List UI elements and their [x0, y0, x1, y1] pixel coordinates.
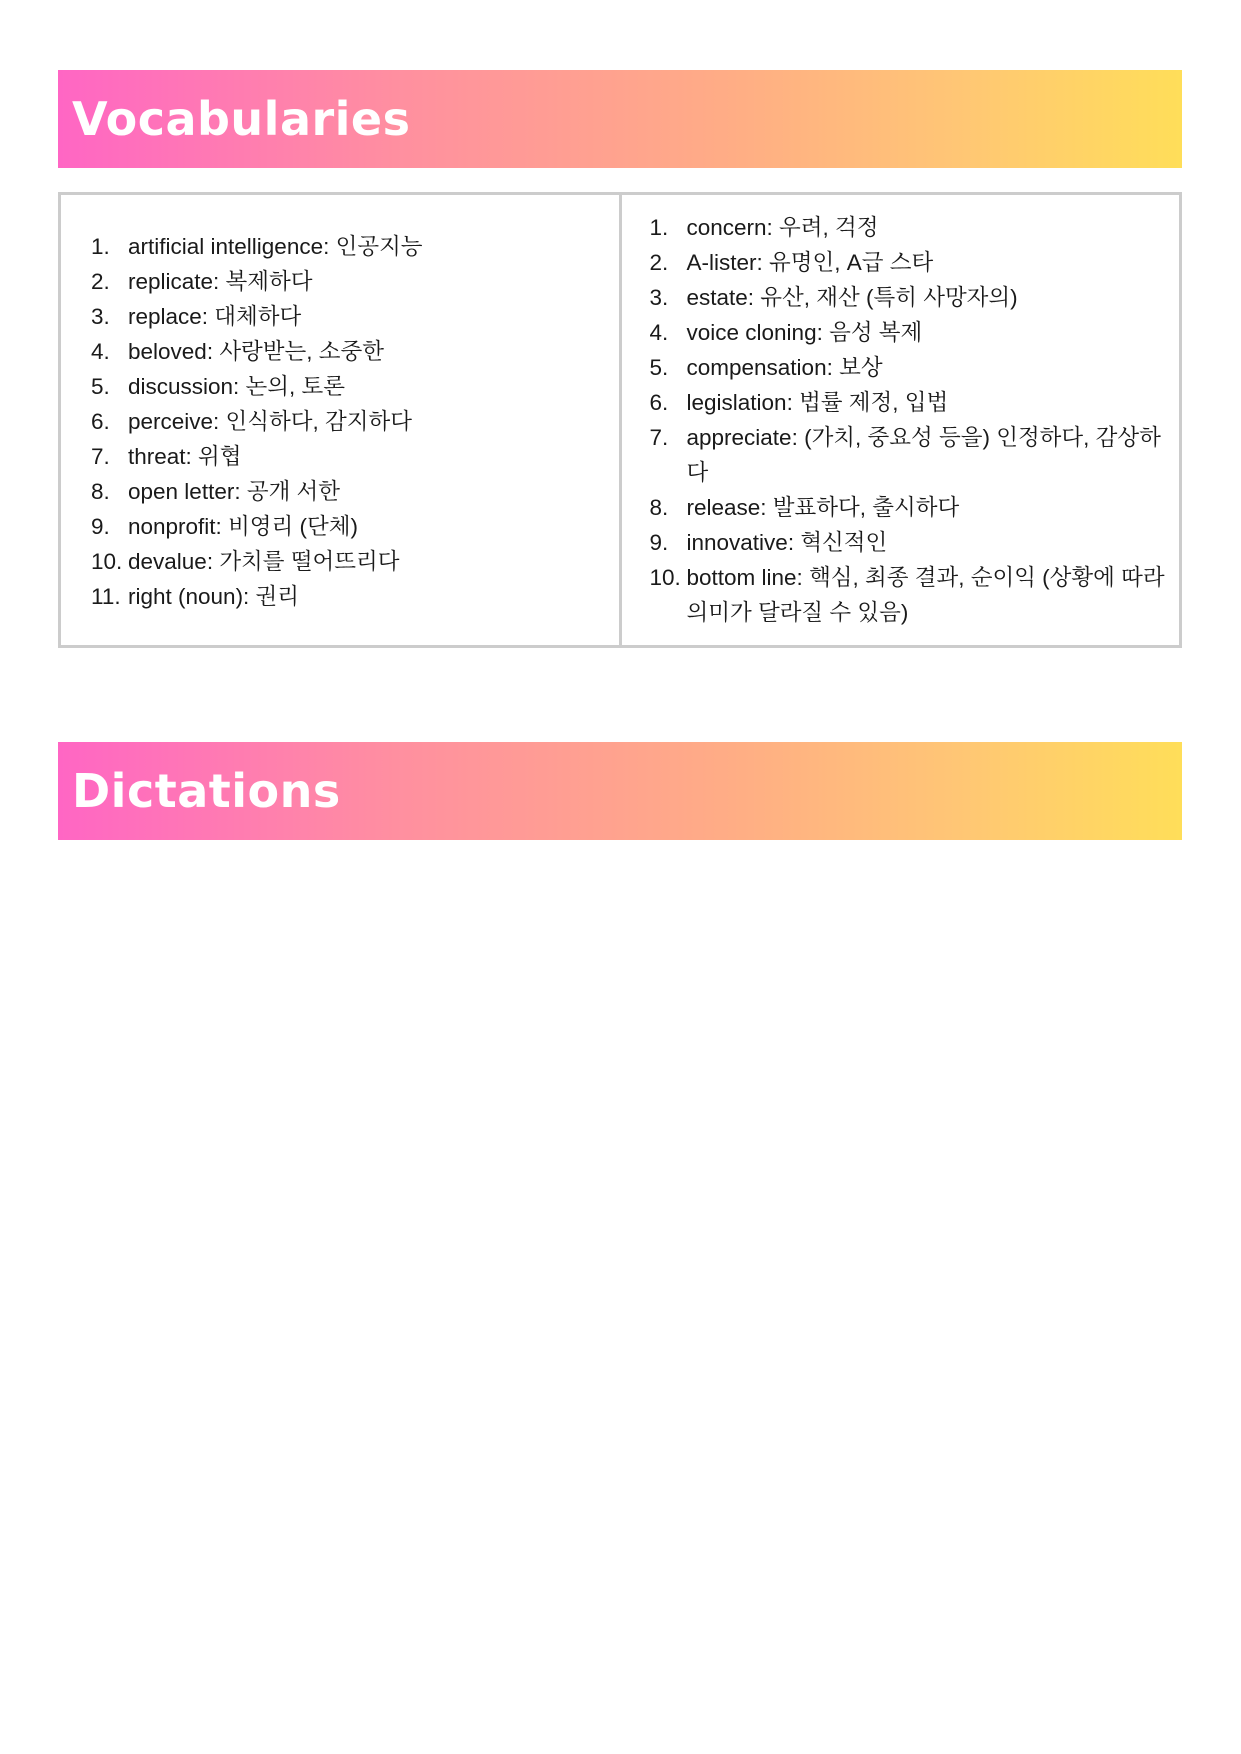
vocabulary-item-text: appreciate: (가치, 중요성 등을) 인정하다, 감상하다 — [686, 425, 1161, 485]
vocabulary-item-text: perceive: 인식하다, 감지하다 — [128, 409, 412, 434]
vocabulary-item — [650, 560, 1166, 630]
vocabulary-item-number: 11. — [91, 584, 121, 609]
vocabulary-item-text: A-lister: 유명인, A급 스타 — [686, 250, 934, 275]
vocabulary-item — [650, 280, 1166, 315]
vocabulary-item — [91, 264, 609, 299]
vocabulary-item-text: estate: 유산, 재산 (특히 사망자의) — [686, 285, 1018, 310]
vocabularies-title: Vocabularies — [72, 92, 411, 146]
vocabulary-item-number: 3. — [91, 304, 110, 329]
dictations-title: Dictations — [72, 764, 341, 818]
vocabulary-item-text: replicate: 복제하다 — [128, 269, 313, 294]
vocabulary-item — [650, 245, 1166, 280]
vocabulary-item-text: nonprofit: 비영리 (단체) — [128, 514, 358, 539]
vocabulary-item-text: voice cloning: 음성 복제 — [686, 320, 923, 345]
vocabulary-item-text: legislation: 법률 제정, 입법 — [686, 390, 949, 415]
vocabulary-item-text: right (noun): 권리 — [128, 584, 300, 609]
vocabulary-item-text: threat: 위협 — [128, 444, 242, 469]
vocabulary-item-number: 9. — [91, 514, 110, 539]
vocabulary-table — [58, 192, 1182, 648]
vocabulary-item-text: bottom line: 핵심, 최종 결과, 순이익 (상황에 따라 의미가 달라질 수 있음) — [686, 565, 1165, 625]
vocabulary-item — [91, 334, 609, 369]
vocabulary-item-number: 7. — [91, 444, 110, 469]
vocabulary-item-number: 9. — [649, 530, 669, 555]
vocabulary-item-text: devalue: 가치를 떨어뜨리다 — [128, 549, 400, 574]
vocabulary-item — [91, 369, 609, 404]
vocabulary-item-number: 6. — [649, 390, 669, 415]
vocabulary-item-number: 2. — [91, 269, 110, 294]
vocabulary-item — [650, 350, 1166, 385]
vocabulary-item — [650, 490, 1166, 525]
vocabulary-item — [91, 544, 609, 579]
vocabulary-item-text: open letter: 공개 서한 — [128, 479, 341, 504]
vocabulary-item-number: 1. — [91, 234, 110, 259]
vocabulary-item-text: compensation: 보상 — [686, 355, 883, 380]
vocabulary-item — [91, 439, 609, 474]
vocabulary-item-number: 8. — [91, 479, 110, 504]
vocabulary-item — [91, 229, 609, 264]
vocabulary-item-number: 3. — [649, 285, 669, 310]
vocabulary-item — [650, 525, 1166, 560]
vocabulary-item-number: 5. — [91, 374, 110, 399]
vocabulary-item-number: 10. — [91, 549, 123, 574]
vocabulary-item-number: 7. — [649, 425, 669, 450]
vocabulary-item-text: innovative: 혁신적인 — [686, 530, 888, 555]
vocabulary-item — [91, 474, 609, 509]
vocabulary-column-left — [61, 195, 622, 645]
vocabulary-item — [91, 299, 609, 334]
vocabulary-item-text: release: 발표하다, 출시하다 — [686, 495, 960, 520]
vocabulary-item-number: 4. — [649, 320, 669, 345]
vocabulary-item-number: 1. — [649, 215, 669, 240]
vocabulary-column-right — [622, 195, 1180, 645]
dictations-header — [58, 742, 1182, 840]
vocabulary-item — [91, 579, 609, 614]
vocabulary-item-text: artificial intelligence: 인공지능 — [128, 234, 423, 259]
vocabulary-item-text: concern: 우려, 걱정 — [686, 215, 879, 240]
vocabulary-item-text: discussion: 논의, 토론 — [128, 374, 345, 399]
vocabulary-item — [91, 404, 609, 439]
vocabulary-item-number: 4. — [91, 339, 110, 364]
vocabulary-item — [650, 315, 1166, 350]
vocabularies-header — [58, 70, 1182, 168]
vocabulary-list-right — [650, 210, 1166, 630]
vocabulary-item — [650, 385, 1166, 420]
vocabulary-item-number: 10. — [649, 565, 681, 590]
vocabulary-item-number: 8. — [649, 495, 669, 520]
vocabulary-item — [91, 509, 609, 544]
vocabulary-item-number: 5. — [649, 355, 669, 380]
vocabulary-item-text: beloved: 사랑받는, 소중한 — [128, 339, 384, 364]
vocabulary-item — [650, 420, 1166, 490]
vocabulary-list-left — [91, 229, 609, 614]
vocabulary-item-number: 6. — [91, 409, 110, 434]
vocabulary-item-number: 2. — [649, 250, 669, 275]
vocabulary-item — [650, 210, 1166, 245]
vocabulary-item-text: replace: 대체하다 — [128, 304, 302, 329]
